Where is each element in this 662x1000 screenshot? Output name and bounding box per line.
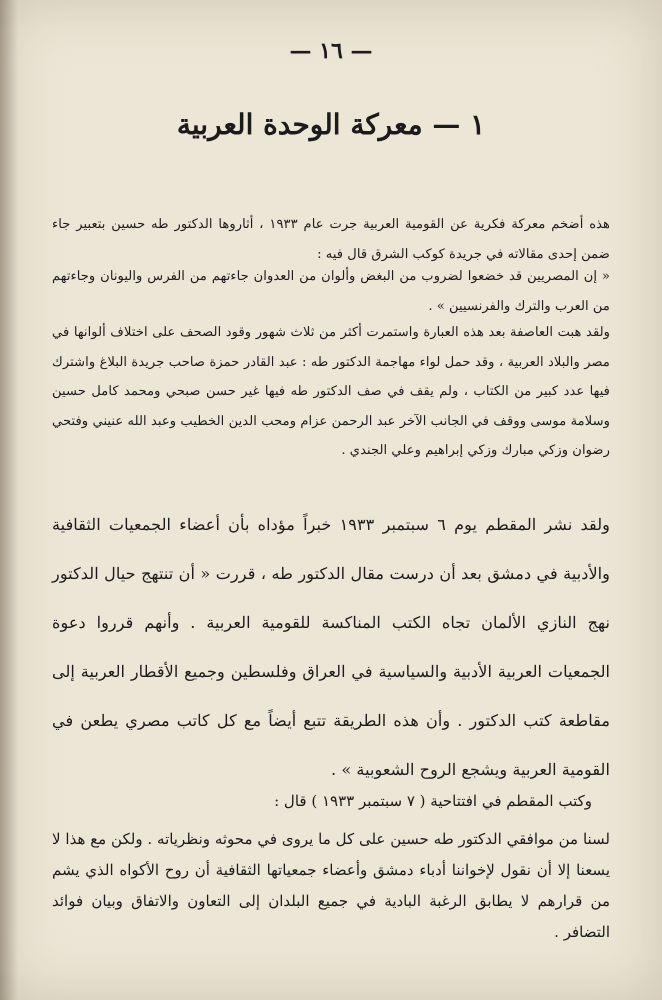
handwritten-quote-paragraph (52, 824, 610, 948)
paragraph-text: وكتب المقطم في افتتاحية ( ٧ سبتمبر ١٩٣٣ ) قال : (274, 792, 592, 810)
paragraph-text: ولقد نشر المقطم يوم ٦ سبتمبر ١٩٣٣ خبراً مؤداه بأن أعضاء الجمعيات الثقافية والأدبية في دمشق بعد أن درست مقال الدكتور طه ، قررت « أن تنتهج حيال الدكتور نهج النازي الألمان تجاه الكتب المناكسة للقومية العربية . وأنهم قرروا دعوة الجمعيات العربية الأدبية والسياسية في العراق وفلسطين وجميع الأقطار العربية إلى مقاطعة كتب الدكتور . وأن هذه الطريقة تتبع أيضاً مع كل كاتب مصري يطعن في القومية العربية ويشجع الروح الشعوبية » . (52, 515, 610, 779)
typed-paragraph (52, 210, 610, 269)
page-number: — ١٦ — (289, 38, 373, 64)
paragraph-text: « إن المصريين قد خضعوا لضروب من البغض وألوان من العدوان جاءتهم من الفرس واليونان وجاءتهم من العرب والترك والفرنسيين » . (52, 269, 610, 314)
typed-quote-paragraph (52, 262, 610, 321)
handwritten-paragraph (52, 500, 610, 794)
paragraph-text: هذه أضخم معركة فكرية عن القومية العربية جرت عام ١٩٣٣ ، أثاروها الدكتور طه حسين بتعبير جاء ضمن إحدى مقالاته في جريدة كوكب الشرق قال فيه : (52, 217, 610, 262)
chapter-title: ١ — معركة الوحدة العربية (176, 108, 486, 141)
handwritten-paragraph (52, 786, 592, 817)
typed-paragraph (52, 318, 610, 466)
paragraph-text: لسنا من موافقي الدكتور طه حسين على كل ما يروى في محوثه ونظرياته . ولكن مع هذا لا يسعنا إلا أن نقول لإخواننا أدباء دمشق وأعضاء جمعياتها الثقافية أن روح الأكواه الذي يشم من قرارهم لا يطابق الرغبة البادية في جميع البلدان إلى التعاون والاتفاق وبيان فوائد التضافر . (52, 830, 610, 941)
page-gutter-shadow (0, 0, 18, 1000)
paragraph-text: ولقد هبت العاصفة بعد هذه العبارة واستمرت أكثر من ثلاث شهور وقود الصحف على اختلاف ألوانها في مصر والبلاد العربية ، وقد حمل لواء مهاجمة الدكتور طه : عبد القادر حمزة صاحب جريدة البلاغ واشترك فيها عدد كبير من الكتاب ، ولم يقف في صف الدكتور طه فيها غير حسن صبحي ومحمد كامل حسين وسلامة موسى ووقف في الجانب الآخر عبد الرحمن عزام ومحب الدين الخطيب وعبد الله عنيني وفتحي رضوان وزكي مبارك وزكي إبراهيم وعلي الجندي . (52, 325, 610, 458)
